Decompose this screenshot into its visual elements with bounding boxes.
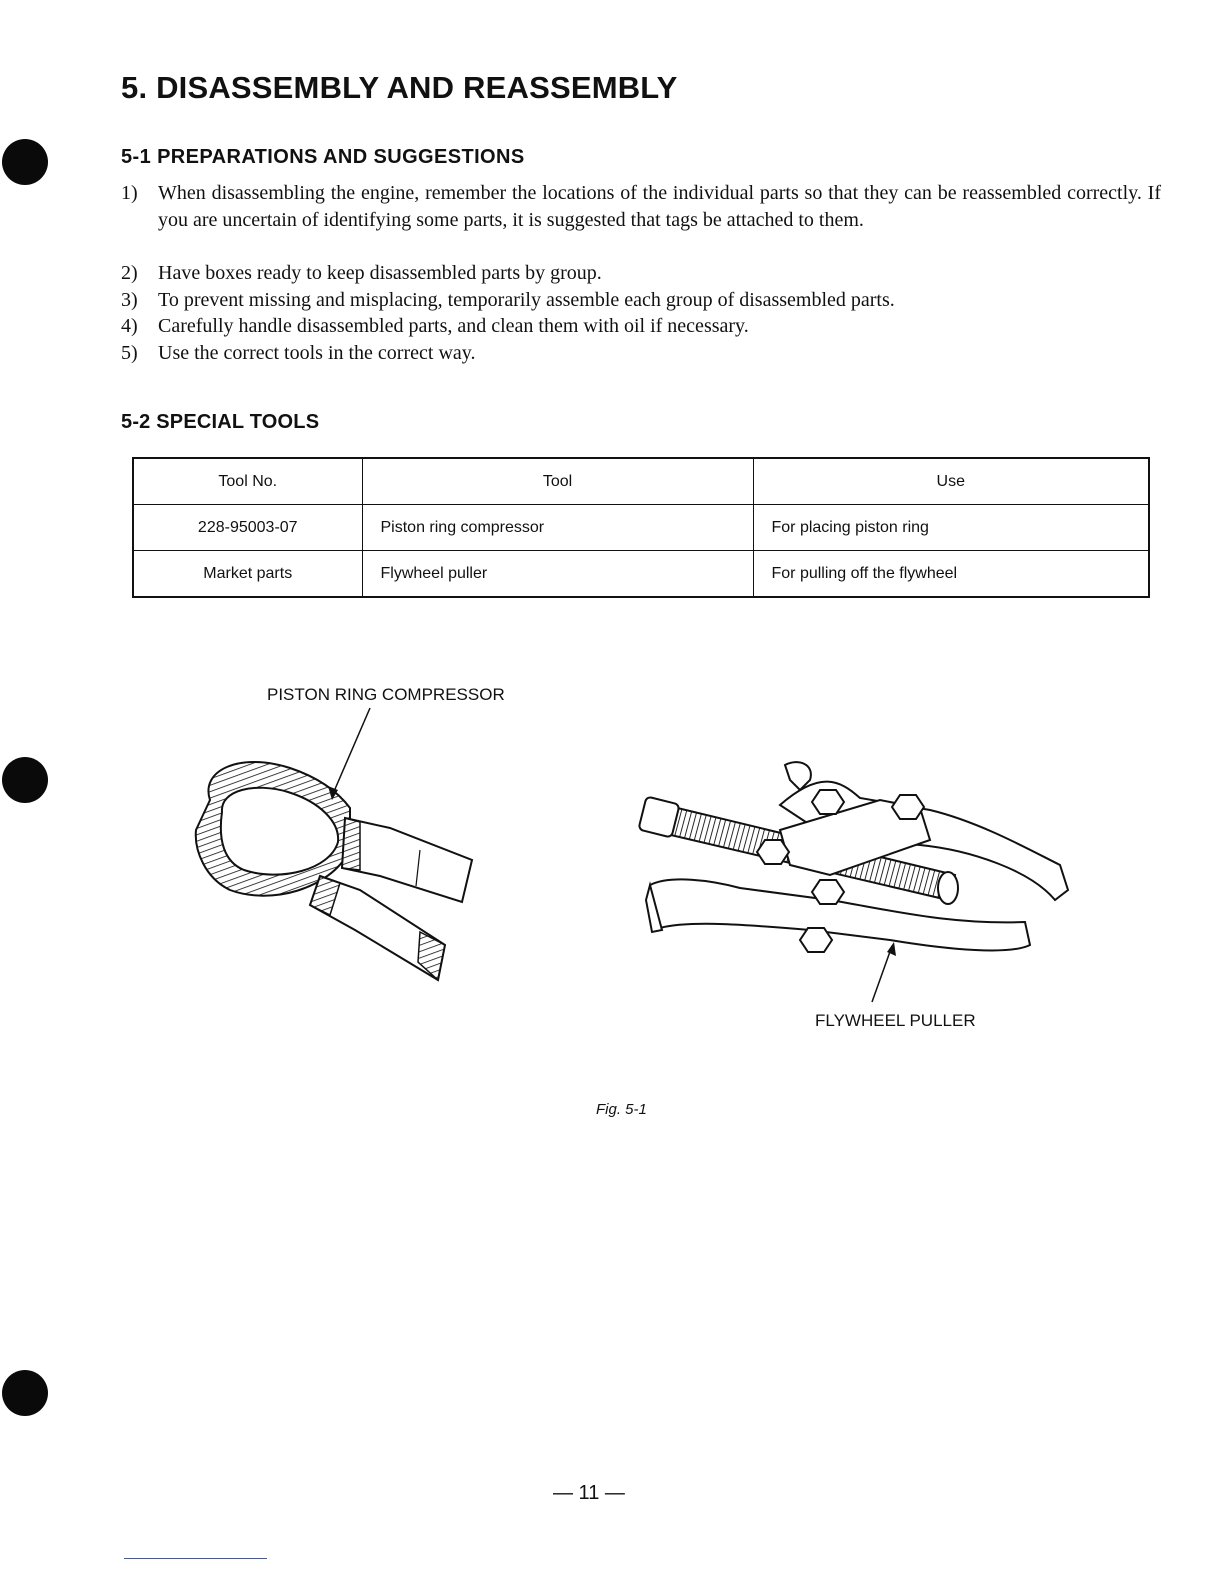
list-item-number: 4) <box>121 315 138 337</box>
special-tools-table <box>132 457 1150 598</box>
list-item-number: 5) <box>121 342 138 364</box>
leader-line <box>332 708 370 796</box>
list-item <box>121 287 1161 314</box>
section-heading-preparations: 5-1 PREPARATIONS AND SUGGESTIONS <box>121 146 525 168</box>
list-item-number: 1) <box>121 182 138 204</box>
page-number: — 11 — <box>553 1482 625 1504</box>
list-item-text: Have boxes ready to keep disassembled parts by group. <box>158 262 602 284</box>
table-header-cell: Use <box>753 458 1149 505</box>
list-item-text: When disassembling the engine, remember the locations of the individual parts so that they can be reassembled correctly. If you are uncertain of identifying some parts, it is suggested that tags be attached to them. <box>158 182 1161 231</box>
table-cell: For pulling off the flywheel <box>753 551 1149 598</box>
binder-hole-top <box>2 139 48 185</box>
table-header-row <box>133 458 1149 505</box>
callout-piston-ring-compressor: PISTON RING COMPRESSOR <box>267 685 505 704</box>
screw-hex-head <box>638 796 679 837</box>
table-header-cell: Tool No. <box>133 458 362 505</box>
bolt <box>812 790 844 814</box>
list-item-text: Use the correct tools in the correct way. <box>158 342 476 364</box>
table-cell: 228-95003-07 <box>133 505 362 551</box>
list-item <box>121 260 1161 287</box>
leader-arrow <box>887 942 896 956</box>
table-cell: Market parts <box>133 551 362 598</box>
list-item <box>121 313 1161 340</box>
table-header-cell: Tool <box>362 458 753 505</box>
flywheel-puller-illustration <box>630 750 1080 1010</box>
bolt <box>892 795 924 819</box>
piston-ring-compressor-illustration <box>180 700 490 990</box>
list-item-text: To prevent missing and misplacing, temporarily assemble each group of disassembled parts. <box>158 289 895 311</box>
binder-hole-bottom <box>2 1370 48 1416</box>
list-item-text: Carefully handle disassembled parts, and clean them with oil if necessary. <box>158 315 749 337</box>
figure-caption: Fig. 5-1 <box>596 1101 647 1118</box>
list-item-number: 2) <box>121 262 138 284</box>
table-row <box>133 505 1149 551</box>
bolt <box>812 880 844 904</box>
binder-hole-middle <box>2 757 48 803</box>
footer-rule <box>124 1558 267 1559</box>
callout-flywheel-puller: FLYWHEEL PULLER <box>815 1011 976 1030</box>
table-cell: Piston ring compressor <box>362 505 753 551</box>
compressor-handle-upper <box>342 818 472 902</box>
list-item <box>121 340 1161 367</box>
section-heading-special-tools: 5-2 SPECIAL TOOLS <box>121 411 320 433</box>
bolt <box>800 928 832 952</box>
table-cell: For placing piston ring <box>753 505 1149 551</box>
table-cell: Flywheel puller <box>362 551 753 598</box>
list-item-number: 3) <box>121 289 138 311</box>
bolt <box>757 840 789 864</box>
table-row <box>133 551 1149 598</box>
page-title: 5. DISASSEMBLY AND REASSEMBLY <box>121 70 678 105</box>
leader-line <box>872 946 892 1002</box>
list-item <box>121 180 1161 233</box>
